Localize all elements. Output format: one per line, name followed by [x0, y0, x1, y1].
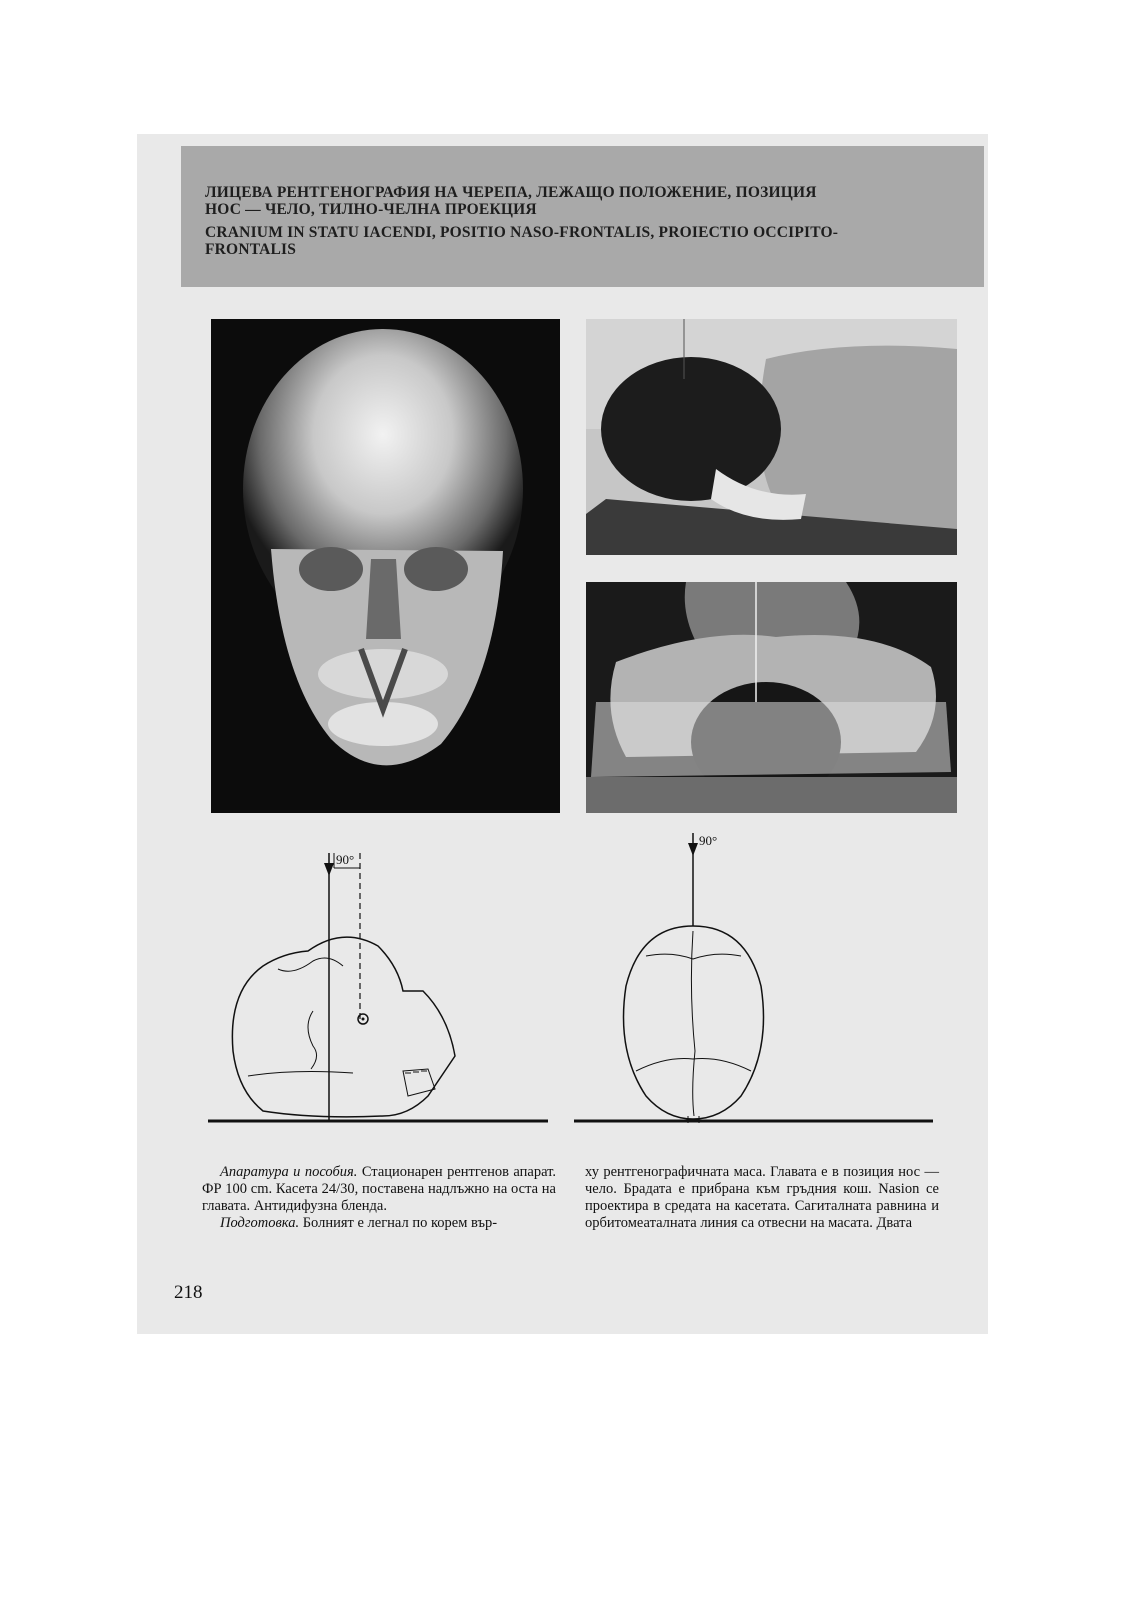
title-bulgarian-line-1: ЛИЦЕВА РЕНТГЕНОГРАФИЯ НА ЧЕРЕПА, ЛЕЖАЩО ПОЛОЖЕНИЕ, ПОЗИЦИЯ	[205, 184, 817, 201]
title-latin-line-2: FRONTALIS	[205, 241, 297, 258]
skull-xray-image	[211, 319, 560, 813]
patient-side-photo	[586, 319, 957, 555]
title-banner	[181, 146, 984, 287]
title-bulgarian-line-2: НОС — ЧЕЛО, ТИЛНО-ЧЕЛНА ПРОЕКЦИЯ	[205, 201, 537, 218]
label-equipment: Апаратура и пособия.	[220, 1164, 358, 1180]
lateral-skull-diagram	[203, 841, 561, 1151]
frontal-skull-diagram	[571, 831, 941, 1151]
body-preparation: Болният е легнал по корем вър-	[299, 1215, 498, 1231]
text-column-right	[585, 1164, 939, 1232]
label-preparation: Подготовка.	[220, 1215, 300, 1231]
page-number: 218	[174, 1282, 203, 1303]
paragraph-equipment	[202, 1164, 556, 1215]
text-column-left	[202, 1164, 556, 1232]
book-page	[137, 134, 988, 1334]
paragraph-continuation: ху рентгенографичната маса. Главата е в позиция нос — чело. Брадата е прибрана към гръдния кош. Nasion се проектира в средата на касетата. Сагиталната равнина и орбитомеаталната линия са отвесни на масата. Двата	[585, 1164, 939, 1231]
frontal-angle-label: 90°	[699, 833, 718, 848]
paragraph-preparation	[202, 1215, 556, 1232]
body-equipment: Стационарен рентгенов апарат. ФР 100 cm. Касета 24/30, поставена надлъжно на оста на главата. Антидифузна бленда.	[202, 1164, 556, 1214]
patient-rear-photo	[586, 582, 957, 813]
title-latin-line-1: CRANIUM IN STATU IACENDI, POSITIO NASO-FRONTALIS, PROIECTIO OCCIPITO-	[205, 224, 839, 241]
lateral-angle-label: 90°	[336, 852, 355, 867]
